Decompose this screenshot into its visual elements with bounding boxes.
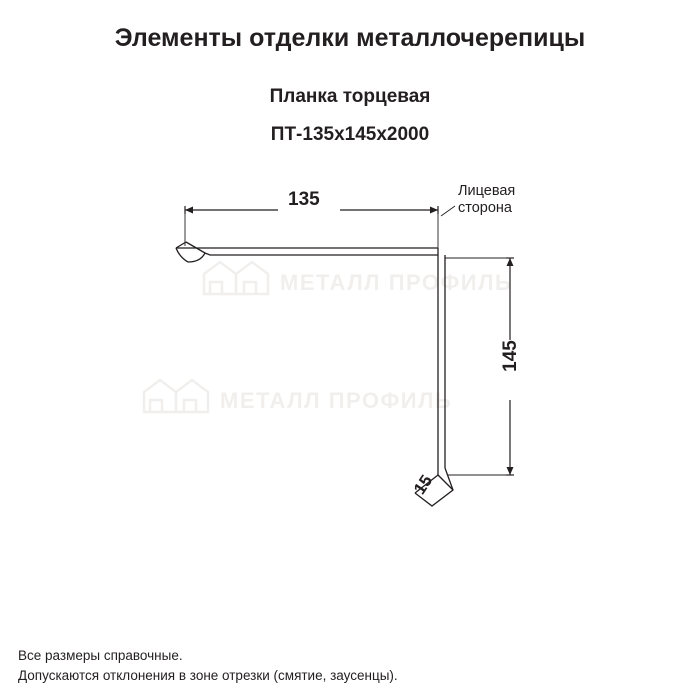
svg-text:МЕТАЛЛ ПРОФИЛЬ: МЕТАЛЛ ПРОФИЛЬ bbox=[280, 270, 513, 295]
face-side-line2: сторона bbox=[458, 200, 512, 216]
face-side-annotation bbox=[458, 183, 515, 217]
dimension-label-lip: 15 bbox=[409, 471, 437, 498]
note-tolerances: Допускаются отклонения в зоне отрезки (смятие, заусенцы). bbox=[18, 668, 398, 683]
product-name: Планка торцевая bbox=[269, 86, 431, 107]
note-dimensions-reference: Все размеры справочные. bbox=[18, 648, 183, 663]
footer-notes bbox=[18, 646, 398, 686]
dimension-label-height: 145 bbox=[499, 340, 521, 372]
technical-drawing bbox=[0, 150, 700, 570]
face-side-line1: Лицевая bbox=[458, 183, 516, 199]
svg-text:МЕТАЛЛ ПРОФИЛЬ: МЕТАЛЛ ПРОФИЛЬ bbox=[220, 388, 453, 413]
page-title: Элементы отделки металлочерепицы bbox=[114, 24, 586, 52]
product-code: ПТ-135х145х2000 bbox=[270, 124, 430, 145]
dimension-label-width: 135 bbox=[288, 189, 320, 210]
